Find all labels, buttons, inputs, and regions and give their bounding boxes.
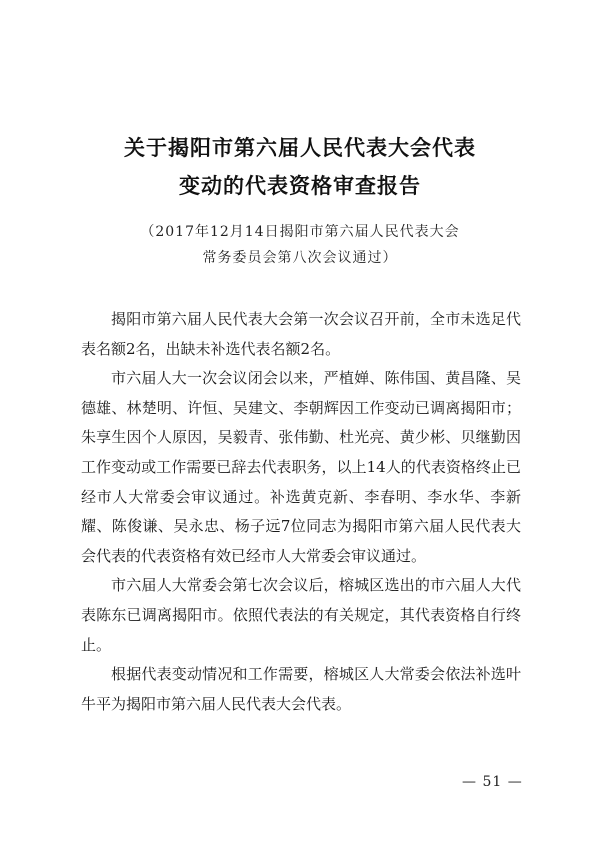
page-number: — 51 — bbox=[462, 774, 523, 790]
paragraph-2: 市六届人大一次会议闭会以来，严植婵、陈伟国、黄昌隆、吴德雄、林楚明、许恒、吴建文、李朝辉因工作变动已调离揭阳市；朱享生因个人原因，吴毅青、张伟勤、杜光亮、黄少彬、贝继勤因工作变动或工作需要已辞去代表职务，以上14人的代表资格终止已经市人大常委会审议通过。补选黄克新、李春明、李水华、李新耀、陈俊谦、吴永忠、杨子远7位同志为揭阳市第六届人民代表大会代表的代表资格有效已经市人大常委会审议通过。 bbox=[81, 369, 521, 565]
report-subtitle-line-1: （2017年12月14日揭阳市第六届人民代表大会 bbox=[140, 224, 460, 240]
paragraph-4: 根据代表变动情况和工作需要，榕城区人大常委会依法补选叶牛平为揭阳市第六届人民代表大会代表。 bbox=[81, 665, 521, 713]
paragraph-1: 揭阳市第六届人民代表大会第一次会议召开前，全市未选足代表名额2名，出缺未补选代表名额2名。 bbox=[81, 310, 521, 358]
report-title-line-2: 变动的代表资格审查报告 bbox=[179, 174, 421, 198]
report-subtitle-line-2: 常务委员会第八次会议通过） bbox=[202, 250, 398, 266]
paragraph-3: 市六届人大常委会第七次会议后，榕城区选出的市六届人大代表陈东已调离揭阳市。依照代表法的有关规定，其代表资格自行终止。 bbox=[81, 576, 521, 654]
report-body bbox=[81, 305, 521, 719]
report-title-line-1: 关于揭阳市第六届人民代表大会代表 bbox=[124, 136, 476, 160]
